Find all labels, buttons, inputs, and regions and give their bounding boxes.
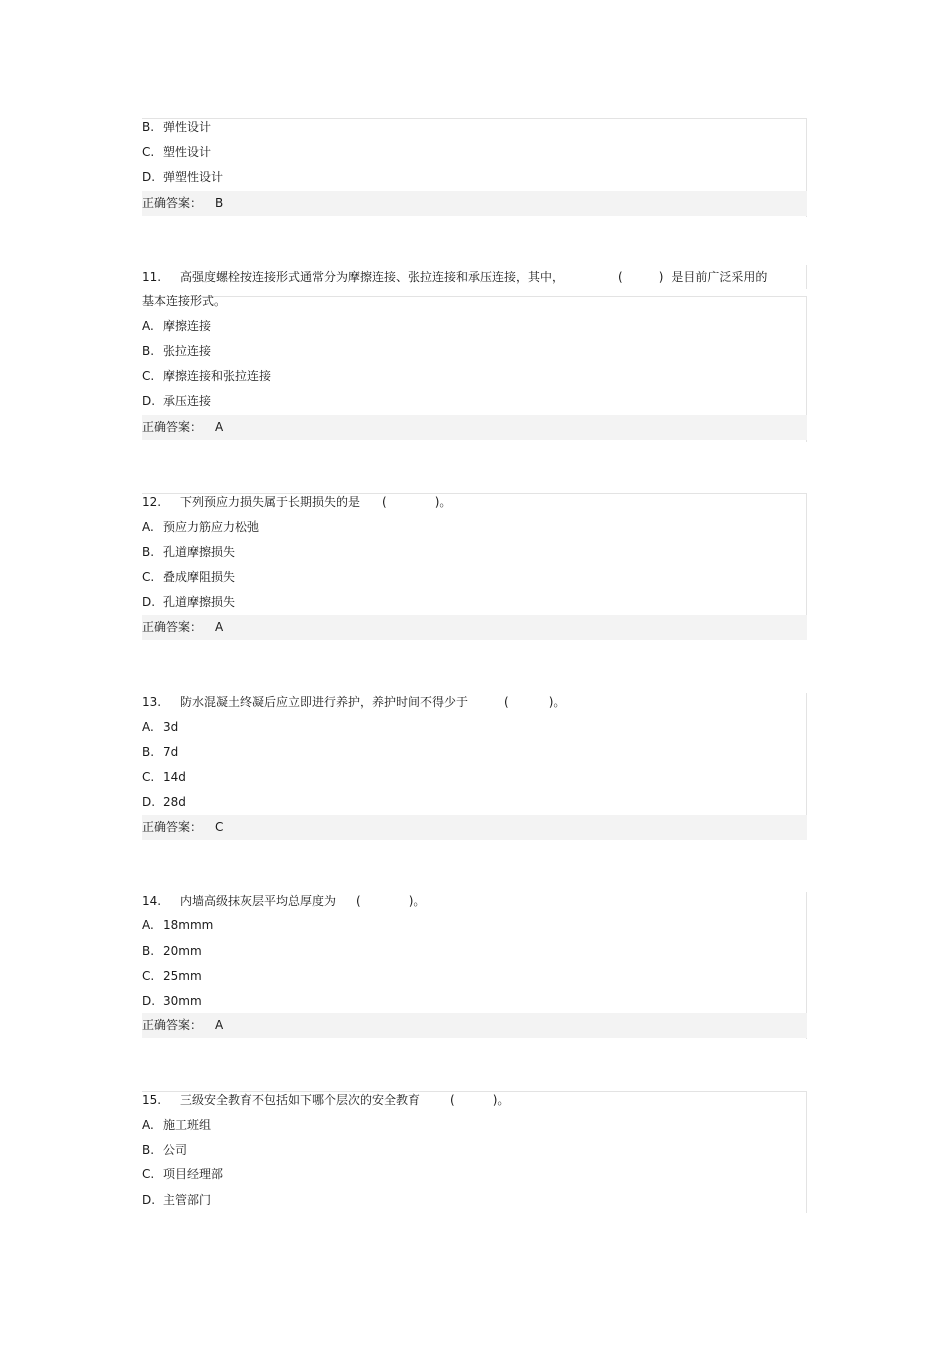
question-number: 14. bbox=[142, 894, 162, 908]
option-text: 孔道摩擦损失 bbox=[163, 545, 236, 559]
frame-edge bbox=[806, 265, 807, 289]
correct-answer-row bbox=[142, 1013, 807, 1038]
option-text: 25mm bbox=[163, 969, 202, 983]
option-a bbox=[142, 913, 213, 938]
option-text: 预应力筋应力松弛 bbox=[163, 520, 260, 534]
option-label: A. bbox=[142, 319, 154, 333]
answer-value: A bbox=[215, 420, 224, 434]
option-label: D. bbox=[142, 595, 156, 609]
option-label: C. bbox=[142, 570, 155, 584]
option-label: A. bbox=[142, 520, 154, 534]
option-label: D. bbox=[142, 394, 156, 408]
correct-answer-row bbox=[142, 415, 807, 440]
option-label: C. bbox=[142, 369, 155, 383]
option-text: 14d bbox=[163, 770, 186, 784]
question-block-11 bbox=[142, 265, 807, 442]
option-text: 7d bbox=[163, 745, 179, 759]
question-block-12 bbox=[142, 490, 807, 640]
option-text: 28d bbox=[163, 795, 186, 809]
option-d bbox=[142, 1188, 211, 1213]
option-b bbox=[142, 540, 235, 565]
option-text: 施工班组 bbox=[163, 1118, 212, 1132]
paren-open: ( bbox=[618, 270, 623, 284]
option-label: A. bbox=[142, 1118, 154, 1132]
option-label: D. bbox=[142, 1193, 156, 1207]
option-label: A. bbox=[142, 918, 154, 932]
option-text: 弹塑性设计 bbox=[163, 170, 224, 184]
option-c bbox=[142, 565, 235, 590]
option-d bbox=[142, 989, 202, 1014]
answer-label: 正确答案： bbox=[142, 620, 203, 634]
option-label: C. bbox=[142, 1167, 155, 1181]
question-number: 15. bbox=[142, 1093, 162, 1107]
option-b bbox=[142, 740, 178, 765]
answer-value: B bbox=[215, 196, 224, 210]
option-text: 摩擦连接 bbox=[163, 319, 212, 333]
correct-answer-row bbox=[142, 615, 807, 640]
question-text: 下列预应力损失属于长期损失的是 bbox=[180, 495, 361, 509]
option-c bbox=[142, 964, 202, 989]
answer-value: A bbox=[215, 1018, 224, 1032]
option-b bbox=[142, 115, 211, 140]
question-block-14 bbox=[142, 889, 807, 1039]
option-d bbox=[142, 790, 186, 815]
option-text: 塑性设计 bbox=[163, 145, 212, 159]
question-number: 11. bbox=[142, 270, 162, 284]
option-text: 孔道摩擦损失 bbox=[163, 595, 236, 609]
paren-close: ) bbox=[408, 894, 414, 908]
option-text: 弹性设计 bbox=[163, 120, 212, 134]
correct-answer-row bbox=[142, 191, 807, 216]
option-label: C. bbox=[142, 969, 155, 983]
option-d bbox=[142, 389, 211, 414]
answer-label: 正确答案： bbox=[142, 420, 203, 434]
option-a bbox=[142, 715, 178, 740]
option-text: 张拉连接 bbox=[163, 344, 212, 358]
option-label: D. bbox=[142, 795, 156, 809]
option-label: D. bbox=[142, 170, 156, 184]
answer-label: 正确答案： bbox=[142, 1018, 203, 1032]
option-c bbox=[142, 364, 271, 389]
question-text-cont: 是目前广泛采用的 bbox=[671, 270, 768, 284]
answer-value: A bbox=[215, 620, 224, 634]
question-number: 12. bbox=[142, 495, 162, 509]
paren-open: ( bbox=[450, 1093, 455, 1107]
option-b bbox=[142, 1138, 187, 1163]
paren-close: ) bbox=[434, 495, 440, 509]
stem-tail: 。 bbox=[439, 495, 452, 509]
option-text: 叠成摩阻损失 bbox=[163, 570, 236, 584]
question-stem bbox=[142, 690, 565, 715]
question-text: 三级安全教育不包括如下哪个层次的安全教育 bbox=[180, 1093, 421, 1107]
option-label: C. bbox=[142, 145, 155, 159]
question-block-continued bbox=[142, 115, 807, 217]
option-a bbox=[142, 515, 259, 540]
question-text: 内墙高级抹灰层平均总厚度为 bbox=[180, 894, 337, 908]
question-text: 高强度螺栓按连接形式通常分为摩擦连接、张拉连接和承压连接，其中， bbox=[180, 270, 565, 284]
option-text: 主管部门 bbox=[163, 1193, 212, 1207]
paren-close: ) bbox=[548, 695, 554, 709]
option-c bbox=[142, 765, 186, 790]
option-label: C. bbox=[142, 770, 155, 784]
answer-label: 正确答案： bbox=[142, 820, 203, 834]
question-stem-line-2 bbox=[142, 289, 226, 314]
option-text: 项目经理部 bbox=[163, 1167, 224, 1181]
question-number: 13. bbox=[142, 695, 162, 709]
stem-tail: 。 bbox=[413, 894, 426, 908]
option-label: D. bbox=[142, 994, 156, 1008]
option-d bbox=[142, 590, 235, 615]
option-label: A. bbox=[142, 720, 154, 734]
option-d bbox=[142, 165, 223, 190]
option-a bbox=[142, 314, 211, 339]
option-a bbox=[142, 1113, 211, 1138]
option-label: B. bbox=[142, 1143, 155, 1157]
option-b bbox=[142, 939, 202, 964]
option-text: 公司 bbox=[163, 1143, 188, 1157]
option-text: 30mm bbox=[163, 994, 202, 1008]
option-b bbox=[142, 339, 211, 364]
question-stem-line-1 bbox=[142, 265, 767, 290]
question-text-end: 基本连接形式。 bbox=[142, 294, 227, 308]
question-stem bbox=[142, 490, 451, 515]
option-label: B. bbox=[142, 545, 155, 559]
answer-value: C bbox=[215, 820, 224, 834]
correct-answer-row bbox=[142, 815, 807, 840]
question-stem bbox=[142, 889, 425, 914]
option-text: 20mm bbox=[163, 944, 202, 958]
answer-label: 正确答案： bbox=[142, 196, 203, 210]
stem-tail: 。 bbox=[497, 1093, 510, 1107]
option-text: 承压连接 bbox=[163, 394, 212, 408]
question-text: 防水混凝土终凝后应立即进行养护，养护时间不得少于 bbox=[180, 695, 469, 709]
option-label: B. bbox=[142, 120, 155, 134]
paren-open: ( bbox=[504, 695, 509, 709]
paren-close: ) bbox=[658, 270, 664, 284]
option-text: 摩擦连接和张拉连接 bbox=[163, 369, 272, 383]
option-text: 18mmm bbox=[163, 918, 214, 932]
paren-close: ) bbox=[492, 1093, 498, 1107]
option-label: B. bbox=[142, 944, 155, 958]
option-text: 3d bbox=[163, 720, 179, 734]
option-c bbox=[142, 140, 211, 165]
option-label: B. bbox=[142, 344, 155, 358]
question-block-13 bbox=[142, 690, 807, 840]
question-stem bbox=[142, 1088, 509, 1113]
paren-open: ( bbox=[356, 894, 361, 908]
stem-tail: 。 bbox=[553, 695, 566, 709]
paren-open: ( bbox=[382, 495, 387, 509]
option-label: B. bbox=[142, 745, 155, 759]
question-block-15 bbox=[142, 1088, 807, 1213]
option-c bbox=[142, 1162, 223, 1187]
